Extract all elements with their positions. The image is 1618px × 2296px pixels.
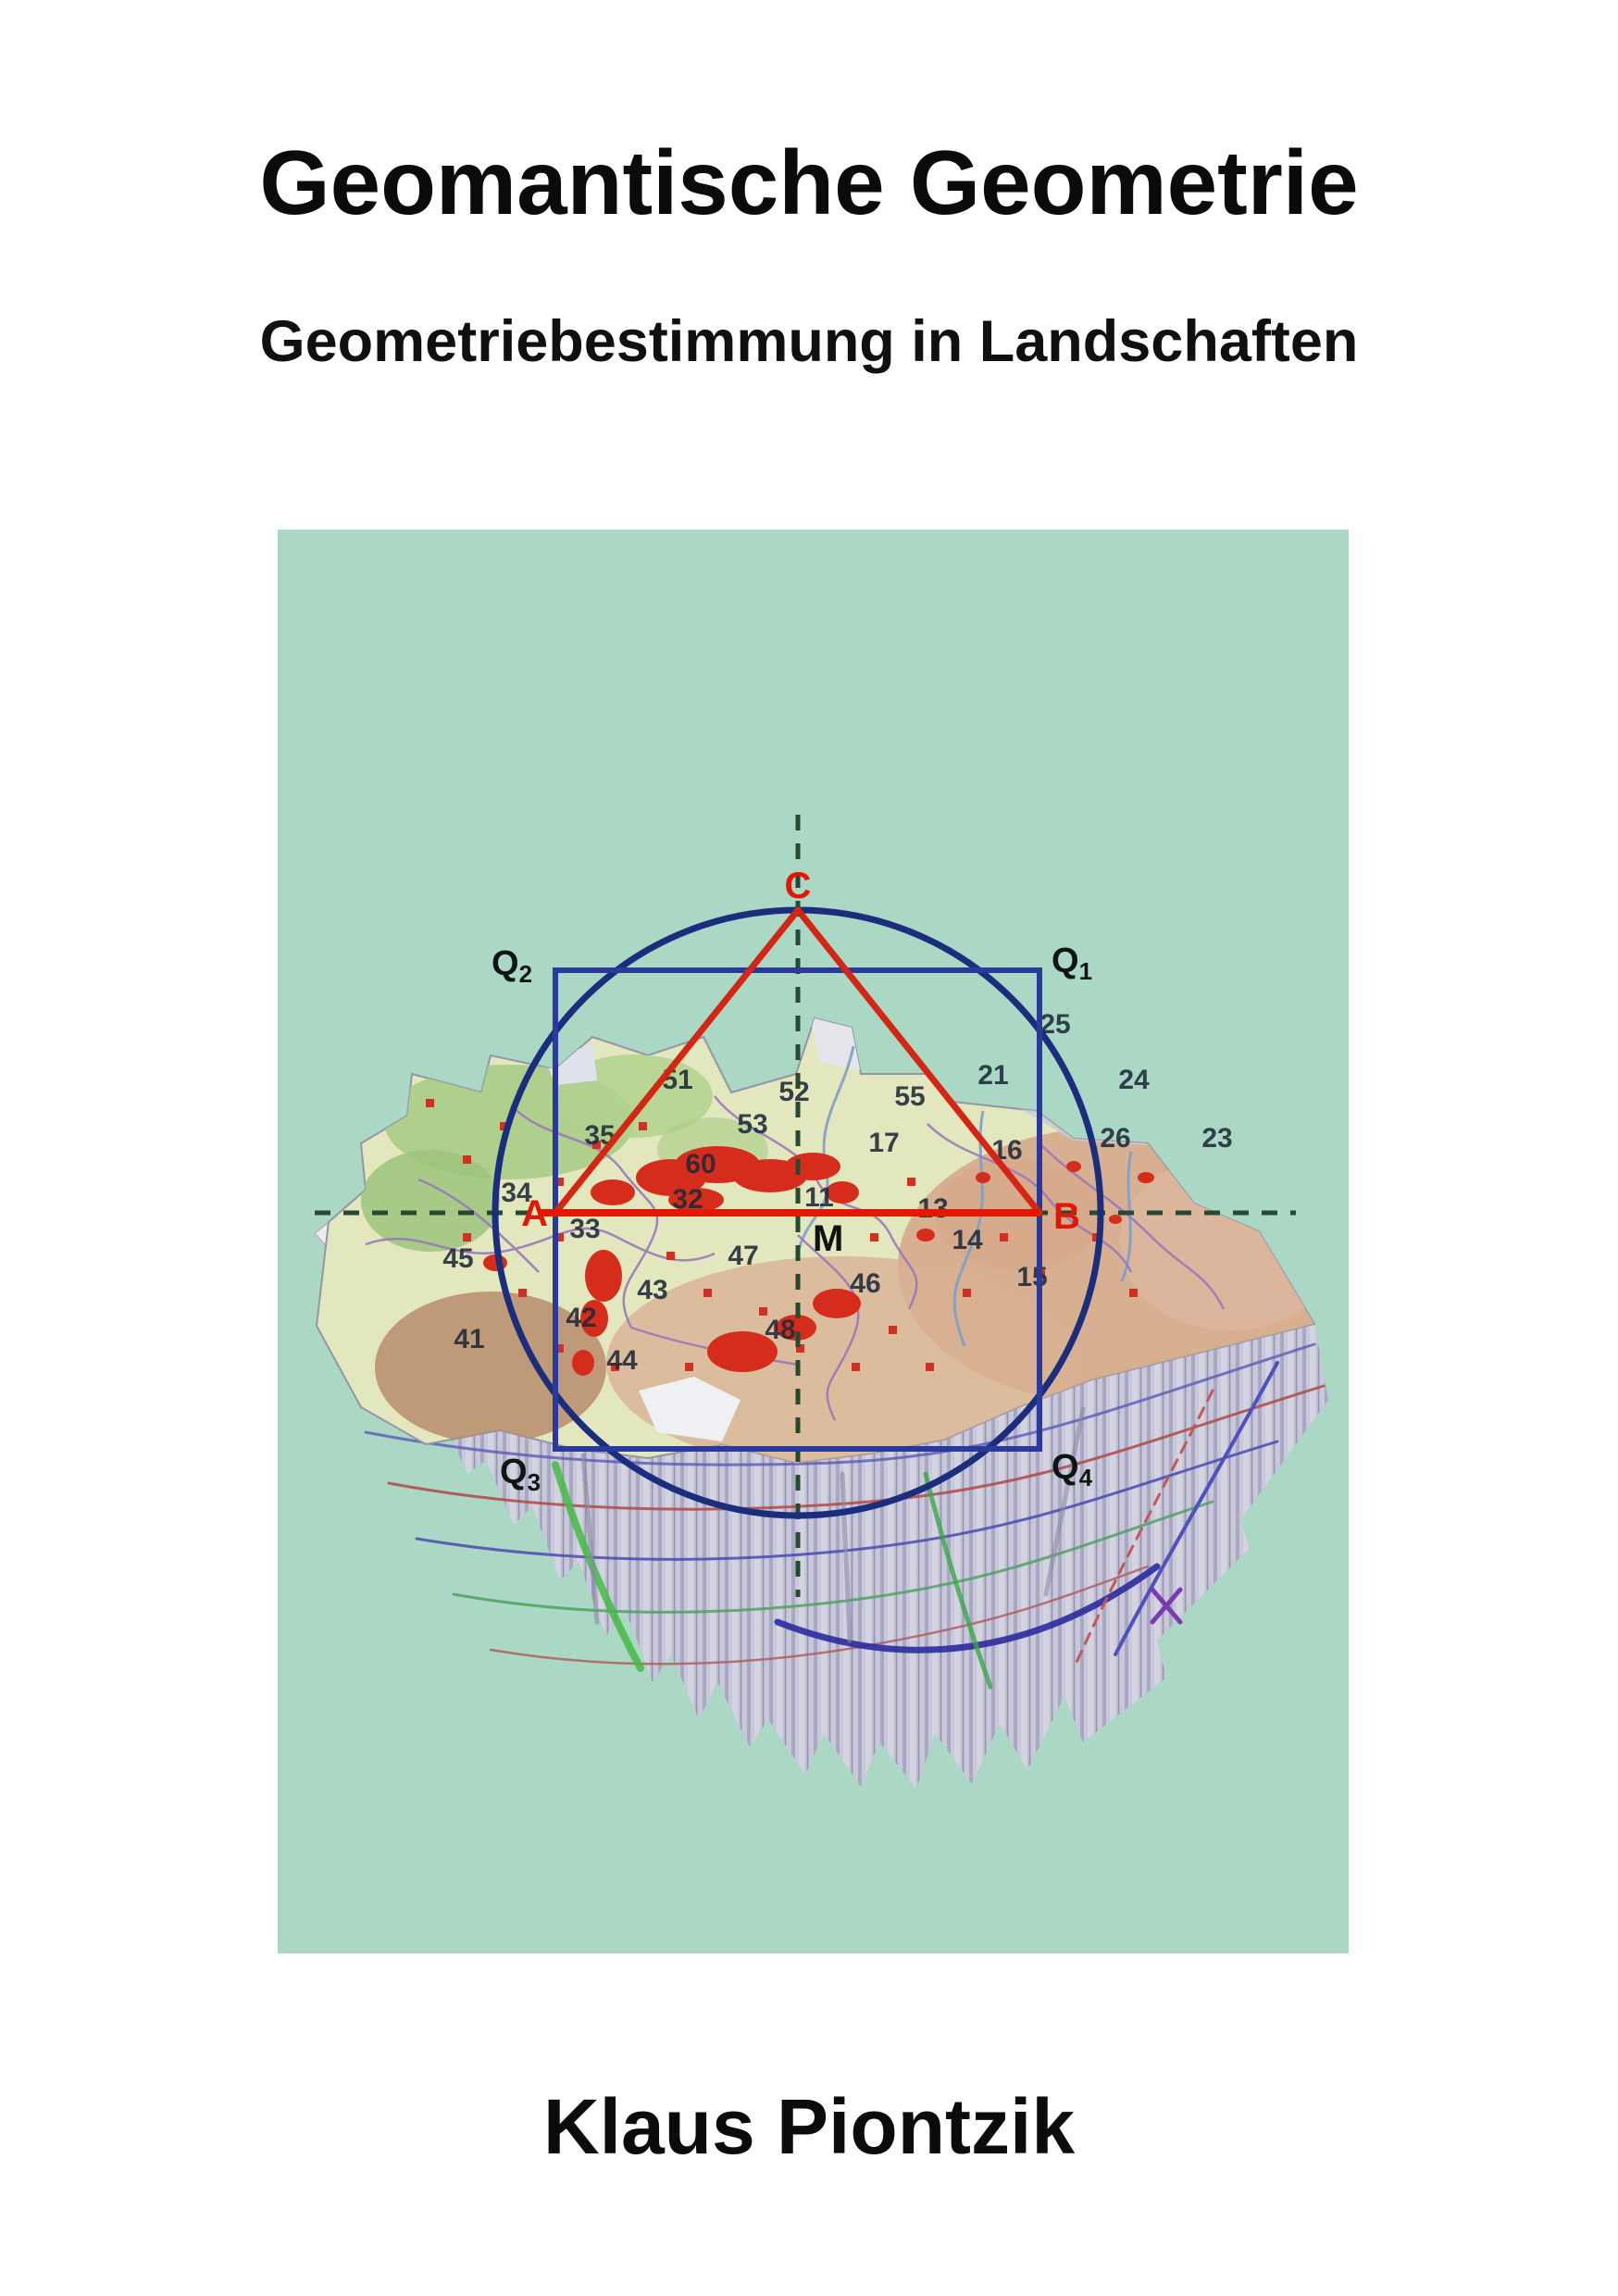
region-number: 42 — [566, 1303, 597, 1333]
region-number: 33 — [569, 1214, 601, 1244]
label-corner-q1: $Q_1$ — [1052, 942, 1093, 985]
region-number: 47 — [728, 1241, 759, 1271]
map-3d-relief — [315, 1009, 1342, 1789]
author-name: Klaus Piontzik — [542, 2083, 1076, 2170]
region-number: 53 — [737, 1109, 768, 1140]
region-number: 55 — [894, 1081, 926, 1112]
region-number: 26 — [1100, 1123, 1131, 1154]
region-number: 32 — [672, 1184, 703, 1215]
region-number: 15 — [1016, 1262, 1048, 1292]
region-number: 23 — [1201, 1123, 1233, 1154]
region-number: 13 — [917, 1193, 949, 1224]
region-number: 16 — [991, 1135, 1023, 1166]
region-number: 24 — [1118, 1065, 1150, 1095]
region-number: 17 — [868, 1128, 900, 1158]
label-corner-q2: $Q_2$ — [492, 944, 533, 988]
label-corner-q3: $Q_3$ — [500, 1453, 541, 1496]
label-point-b: B — [1053, 1196, 1080, 1237]
page-title: Geomantische Geometrie — [259, 131, 1359, 233]
region-number: 25 — [1039, 1009, 1071, 1040]
region-number: 60 — [685, 1149, 716, 1179]
region-number: 21 — [977, 1060, 1009, 1091]
label-point-m: M — [813, 1218, 844, 1259]
region-number: 41 — [454, 1324, 485, 1354]
geomantic-map-figure — [278, 530, 1349, 1953]
region-number: 46 — [850, 1268, 881, 1299]
region-number: 14 — [952, 1225, 983, 1255]
region-number: 43 — [637, 1275, 668, 1305]
region-number: 51 — [662, 1065, 693, 1095]
region-number: 35 — [584, 1120, 616, 1151]
region-number: 45 — [442, 1243, 474, 1274]
region-number: 48 — [765, 1315, 796, 1345]
page-subtitle: Geometriebestimmung in Landschaften — [259, 309, 1359, 374]
cover-figure-panel — [278, 530, 1349, 1953]
region-number: 11 — [804, 1182, 834, 1213]
region-number: 52 — [778, 1077, 810, 1107]
label-point-a: A — [521, 1193, 548, 1234]
label-point-c: C — [784, 866, 812, 906]
region-number: 44 — [606, 1345, 638, 1376]
label-corner-q4: $Q_4$ — [1052, 1448, 1093, 1491]
region-number: 34 — [501, 1178, 532, 1208]
